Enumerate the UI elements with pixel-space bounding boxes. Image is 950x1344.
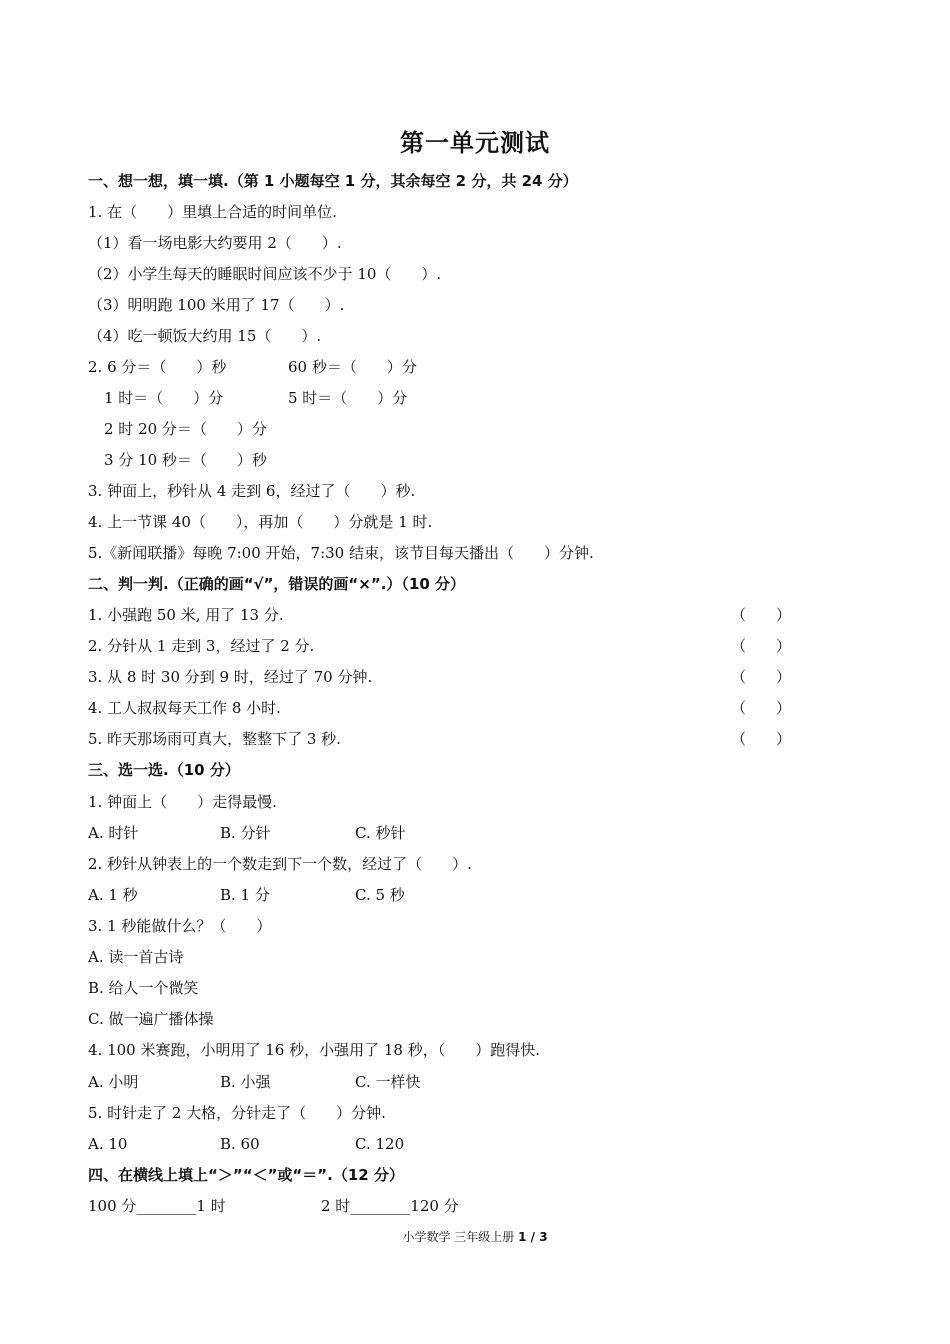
s3-q5-opt-c: C. 120	[355, 1135, 405, 1153]
s3-q2-opt-b: B. 1 分	[220, 886, 270, 904]
s1-q1-2: （2）小学生每天的睡眠时间应该不少于 10（ ）.	[88, 265, 442, 283]
s4-item-1: 100 分________1 时	[88, 1197, 226, 1215]
s4-item-2: 2 时________120 分	[321, 1197, 459, 1215]
s1-q2-d: 5 时＝（ ）分	[288, 389, 408, 407]
s1-q1-4: （4）吃一顿饭大约用 15（ ）.	[88, 327, 322, 345]
page-footer	[0, 1228, 950, 1245]
s1-q1-3: （3）明明跑 100 米用了 17（ ）.	[88, 296, 345, 314]
s1-q1-1: （1）看一场电影大约要用 2（ ）.	[88, 234, 342, 252]
s3-q5: 5. 时针走了 2 大格，分针走了（ ）分钟.	[88, 1104, 386, 1122]
s2-item-2: 2. 分针从 1 走到 3，经过了 2 分.	[88, 637, 315, 655]
s3-q5-opt-b: B. 60	[220, 1135, 260, 1153]
s3-q5-opt-a: A. 10	[88, 1135, 128, 1153]
s1-q2-c: 1 时＝（ ）分	[104, 389, 224, 407]
s3-q4-opt-c: C. 一样快	[355, 1073, 421, 1091]
s1-q3: 3. 钟面上，秒针从 4 走到 6，经过了（ ）秒.	[88, 482, 416, 500]
section3-heading: 三、选一选.（10 分）	[88, 761, 240, 779]
s3-q1-opt-a: A. 时针	[88, 824, 139, 842]
page-number: 1 / 3	[518, 1230, 548, 1244]
s2-item-5: 5. 昨天那场雨可真大，整整下了 3 秒.	[88, 730, 341, 748]
s1-q4: 4. 上一节课 40（ ），再加（ ）分就是 1 时.	[88, 513, 433, 531]
s3-q3: 3. 1 秒能做什么？（ ）	[88, 917, 272, 935]
s3-q4-opt-a: A. 小明	[88, 1073, 139, 1091]
s2-answer-paren-4: （ ）	[731, 699, 792, 717]
s3-q2-opt-a: A. 1 秒	[88, 886, 138, 904]
s2-item-1: 1. 小强跑 50 米, 用了 13 分.	[88, 606, 284, 624]
s2-answer-paren-2: （ ）	[731, 637, 792, 655]
s3-q1-opt-b: B. 分针	[220, 824, 271, 842]
s1-q2-e: 2 时 20 分＝（ ）分	[104, 420, 267, 438]
s3-q1: 1. 钟面上（ ）走得最慢.	[88, 793, 277, 811]
page-title: 第一单元测试	[400, 129, 550, 157]
s2-answer-paren-3: （ ）	[731, 668, 792, 686]
s3-q3-opt-b: B. 给人一个微笑	[88, 979, 199, 997]
s2-answer-paren-1: （ ）	[731, 606, 792, 624]
s1-q2-b: 60 秒＝（ ）分	[288, 358, 417, 376]
section1-heading: 一、想一想，填一填.（第 1 小题每空 1 分，其余每空 2 分，共 24 分）	[88, 172, 578, 190]
s2-item-3: 3. 从 8 时 30 分到 9 时，经过了 70 分钟.	[88, 668, 373, 686]
s3-q4-opt-b: B. 小强	[220, 1073, 271, 1091]
section4-heading: 四、在横线上填上“＞”“＜”或“＝”.（12 分）	[88, 1166, 404, 1184]
s3-q1-opt-c: C. 秒针	[355, 824, 406, 842]
s1-q5: 5.《新闻联播》每晚 7:00 开始，7:30 结束，该节目每天播出（ ）分钟.	[88, 544, 594, 562]
s3-q4: 4. 100 米赛跑，小明用了 16 秒，小强用了 18 秒，（ ）跑得快.	[88, 1041, 540, 1059]
s3-q2: 2. 秒针从钟表上的一个数走到下一个数，经过了（ ）.	[88, 855, 472, 873]
s1-q2-f: 3 分 10 秒＝（ ）秒	[104, 451, 267, 469]
s3-q3-opt-c: C. 做一遍广播体操	[88, 1010, 214, 1028]
s2-answer-paren-5: （ ）	[731, 730, 792, 748]
s2-item-4: 4. 工人叔叔每天工作 8 小时.	[88, 699, 281, 717]
s1-q1: 1. 在（ ）里填上合适的时间单位.	[88, 203, 337, 221]
footer-text: 小学数学 三年级上册	[402, 1230, 515, 1244]
s1-q2-a: 2. 6 分＝（ ）秒	[88, 358, 227, 376]
section2-heading: 二、判一判.（正确的画“√”，错误的画“×”.）（10 分）	[88, 575, 466, 593]
s3-q2-opt-c: C. 5 秒	[355, 886, 405, 904]
s3-q3-opt-a: A. 读一首古诗	[88, 948, 184, 966]
